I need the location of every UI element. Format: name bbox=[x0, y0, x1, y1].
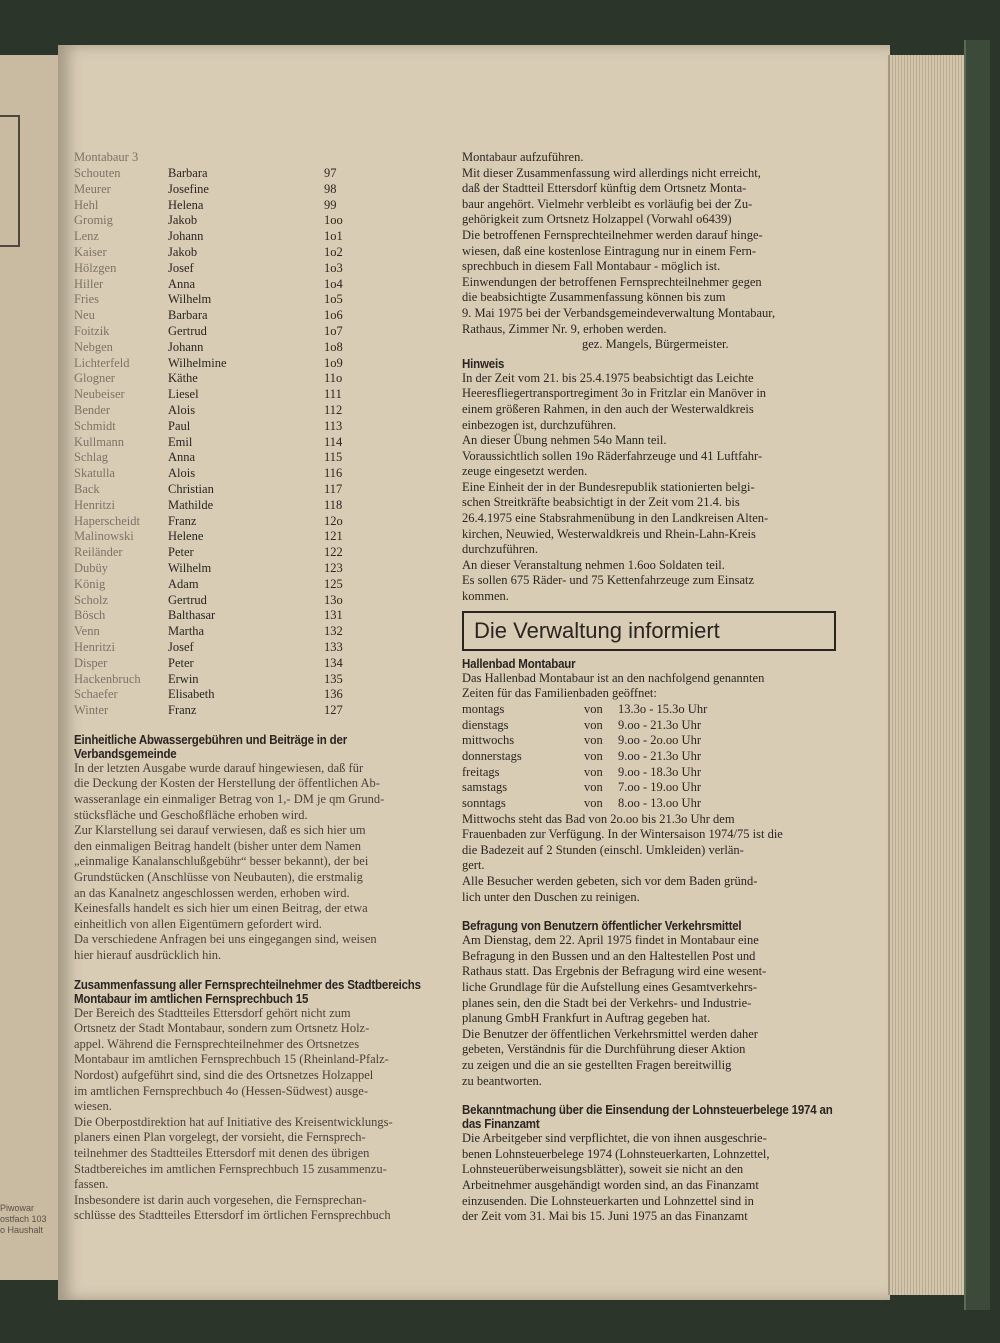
surname: König bbox=[74, 576, 106, 591]
list-item bbox=[74, 687, 454, 703]
first-name: Paul bbox=[168, 418, 191, 433]
first-name: Wilhelm bbox=[168, 292, 212, 307]
text-line: Befragung in den Bussen und an den Haltestellen Post und bbox=[462, 948, 756, 963]
first-name: Martha bbox=[168, 624, 205, 639]
from-label: von bbox=[584, 780, 603, 795]
surname: Haperscheidt bbox=[74, 513, 140, 528]
first-name: Alois bbox=[168, 466, 196, 481]
text-line: Die Benutzer der öffentlichen Verkehrsmittel werden daher bbox=[462, 1026, 758, 1041]
time-range: 9.oo - 18.3o Uhr bbox=[618, 764, 701, 779]
schedule-row bbox=[462, 796, 848, 812]
article-befragung bbox=[462, 919, 848, 1089]
text-line: gebeten, Verständnis für die Durchführung dieser Aktion bbox=[462, 1042, 746, 1057]
list-item bbox=[74, 277, 454, 293]
text-line: kirchen, Neuwied, Westerwaldkreis und Rhein-Lahn-Kreis bbox=[462, 526, 756, 541]
article-heading: Befragung von Benutzern öffentlicher Verkehrsmittel bbox=[462, 919, 742, 934]
entry-number: 136 bbox=[324, 687, 343, 702]
margin-snippet bbox=[0, 1203, 47, 1236]
surname: Glogner bbox=[74, 371, 115, 386]
first-name: Jakob bbox=[168, 213, 198, 228]
list-item bbox=[74, 371, 454, 387]
text-line: Zeiten für das Familienbaden geöffnet: bbox=[462, 686, 657, 701]
surname: Meurer bbox=[74, 181, 111, 196]
entry-number: 1o4 bbox=[324, 276, 343, 291]
article-body bbox=[462, 671, 848, 702]
entry-number: 116 bbox=[324, 466, 343, 481]
list-item bbox=[74, 561, 454, 577]
time-range: 9.oo - 21.3o Uhr bbox=[618, 717, 701, 732]
surname: Kaiser bbox=[74, 244, 107, 259]
text-line: planers einen Plan vorgelegt, der vorsieht, die Fernsprech- bbox=[74, 1130, 366, 1145]
surname: Disper bbox=[74, 655, 108, 670]
time-range: 13.3o - 15.3o Uhr bbox=[618, 701, 708, 716]
list-item bbox=[74, 182, 454, 198]
text-line: Stadtbereiches im amtlichen Fernsprechbuch 15 zusammenzu- bbox=[74, 1161, 387, 1176]
entry-number: 13o bbox=[324, 592, 343, 607]
text-line: Einwendungen der betroffenen Fernsprechteilnehmer gegen bbox=[462, 274, 762, 289]
first-name: Balthasar bbox=[168, 608, 216, 623]
entry-number: 1o7 bbox=[324, 323, 343, 338]
text-line: einheitlich von allen Eigentümern gefordert wird. bbox=[74, 916, 322, 931]
text-line: teilnehmer des Stadtteiles Ettersdorf mit denen des übrigen bbox=[74, 1145, 370, 1160]
entry-number: 1o6 bbox=[324, 308, 343, 323]
entry-number: 118 bbox=[324, 497, 343, 512]
entry-number: 114 bbox=[324, 434, 343, 449]
list-item bbox=[74, 213, 454, 229]
text-line: Die Oberpostdirektion hat auf Initiative des Kreisentwicklungs- bbox=[74, 1114, 393, 1129]
schedule-row bbox=[462, 749, 848, 765]
text-line: 26.4.1975 eine Stabsrahmenübung in den Landkreisen Alten- bbox=[462, 511, 769, 526]
first-name: Josef bbox=[168, 639, 194, 654]
text-line: wiesen, daß eine kostenlose Eintragung nur in einem Fern- bbox=[462, 243, 757, 258]
opening-hours-table bbox=[462, 702, 848, 812]
right-column bbox=[462, 150, 848, 1225]
article-phonebook bbox=[74, 978, 454, 1224]
list-item bbox=[74, 356, 454, 372]
text-line: an das Kanalnetz angeschlossen werden, erhoben wird. bbox=[74, 885, 350, 900]
first-name: Barbara bbox=[168, 308, 208, 323]
surname: Schouten bbox=[74, 166, 121, 180]
continuation-text bbox=[462, 150, 848, 337]
text-line: die Badezeit auf 2 Stunden (einschl. Umkleiden) verlän- bbox=[462, 842, 744, 857]
first-name: Erwin bbox=[168, 671, 199, 686]
text-line: Alle Besucher werden gebeten, sich vor dem Baden gründ- bbox=[462, 874, 758, 888]
first-name: Mathilde bbox=[168, 497, 214, 512]
time-range: 7.oo - 19.oo Uhr bbox=[618, 780, 701, 795]
surname: Hehl bbox=[74, 197, 99, 212]
first-name: Adam bbox=[168, 576, 199, 591]
schedule-row bbox=[462, 765, 848, 781]
article-body bbox=[462, 371, 848, 605]
list-item bbox=[74, 387, 454, 403]
list-item bbox=[74, 498, 454, 514]
text-line: gehörigkeit zum Ortsnetz Holzappel (Vorwahl o6439) bbox=[462, 212, 732, 227]
text-line: schlüsse des Stadtteiles Ettersdorf im örtlichen Fernsprechbuch bbox=[74, 1208, 391, 1223]
surname: Winter bbox=[74, 703, 109, 718]
text-line: benen Lohnsteuerbelege 1974 (Lohnsteuerkarten, Lohnzettel, bbox=[462, 1146, 770, 1161]
first-name: Helene bbox=[168, 529, 204, 544]
text-line: Rathaus statt. Das Ergebnis der Befragung wird eine wesent- bbox=[462, 964, 767, 979]
text-line: Heeresfliegertransportregiment 3o in Fritzlar ein Manöver in bbox=[462, 386, 767, 401]
weekday: donnerstags bbox=[462, 748, 522, 763]
text-line: gert. bbox=[462, 858, 485, 873]
surname: Hiller bbox=[74, 276, 104, 291]
first-name: Emil bbox=[168, 434, 193, 449]
surname: Schaefer bbox=[74, 687, 118, 702]
list-item bbox=[74, 198, 454, 214]
list-item bbox=[74, 435, 454, 451]
article-hallenbad bbox=[462, 657, 848, 906]
subscriber-list bbox=[74, 166, 454, 719]
entry-number: 134 bbox=[324, 655, 343, 670]
list-item bbox=[74, 514, 454, 530]
text-line: Arbeitnehmer ausgehändigt worden sind, an das Finanzamt bbox=[462, 1177, 759, 1192]
surname: Gromig bbox=[74, 213, 113, 228]
weekday: samstags bbox=[462, 780, 508, 795]
text-line: einem größeren Rahmen, in den auch der Westerwaldkreis bbox=[462, 401, 754, 416]
text-line: Voraussichtlich sollen 19o Räderfahrzeuge und 41 Luftfahr- bbox=[462, 448, 763, 463]
article-heading: Zusammenfassung aller Fernsprechteilnehmer des Stadtbereichs Montabaur im amtlichen Fernsprechbuch 15 bbox=[74, 977, 421, 1006]
first-name: Johann bbox=[168, 339, 204, 354]
surname: Reiländer bbox=[74, 545, 123, 560]
text-line: Der Bereich des Stadtteiles Ettersdorf gehört nicht zum bbox=[74, 1005, 351, 1020]
article-body bbox=[462, 933, 848, 1089]
article-body bbox=[74, 1006, 454, 1224]
entry-number: 11o bbox=[324, 371, 343, 386]
first-name: Barbara bbox=[168, 166, 208, 180]
time-range: 9.oo - 2o.oo Uhr bbox=[618, 733, 701, 748]
list-item bbox=[74, 450, 454, 466]
surname: Lichterfeld bbox=[74, 355, 130, 370]
entry-number: 123 bbox=[324, 560, 343, 575]
from-label: von bbox=[584, 733, 603, 748]
text-line: fassen. bbox=[74, 1177, 109, 1192]
surname: Venn bbox=[74, 624, 100, 639]
text-line: planes sein, den die Stadt bei der Verkehrs- und Industrie- bbox=[462, 995, 752, 1010]
entry-number: 98 bbox=[324, 181, 337, 196]
snippet-line: Piwowar bbox=[0, 1203, 35, 1213]
entry-number: 133 bbox=[324, 639, 343, 654]
list-item bbox=[74, 577, 454, 593]
surname: Lenz bbox=[74, 229, 99, 244]
text-line: Es sollen 675 Räder- und 75 Kettenfahrzeuge zum Einsatz bbox=[462, 573, 755, 588]
book-cover bbox=[964, 40, 990, 1310]
text-line: Das Hallenbad Montabaur ist an den nachfolgend genannten bbox=[462, 670, 765, 685]
schedule-row bbox=[462, 702, 848, 718]
entry-number: 1oo bbox=[324, 213, 343, 228]
first-name: Josefine bbox=[168, 181, 209, 196]
surname: Kullmann bbox=[74, 434, 124, 449]
weekday: mittwochs bbox=[462, 733, 515, 748]
entry-number: 99 bbox=[324, 197, 337, 212]
surname: Malinowski bbox=[74, 529, 134, 544]
list-item bbox=[74, 324, 454, 340]
schedule-row bbox=[462, 780, 848, 796]
text-line: zu beantworten. bbox=[462, 1073, 542, 1088]
list-item bbox=[74, 245, 454, 261]
entry-number: 113 bbox=[324, 418, 343, 433]
entry-number: 117 bbox=[324, 481, 343, 496]
surname: Bösch bbox=[74, 608, 106, 623]
from-label: von bbox=[584, 717, 603, 732]
first-name: Franz bbox=[168, 513, 197, 528]
weekday: dienstags bbox=[462, 717, 509, 732]
text-line: Eine Einheit der in der Bundesrepublik stationierten belgi- bbox=[462, 479, 755, 494]
text-line: Mittwochs steht das Bad von 2o.oo bis 21.3o Uhr dem bbox=[462, 811, 735, 826]
list-item bbox=[74, 403, 454, 419]
text-line: lich unter den Duschen zu reinigen. bbox=[462, 889, 640, 904]
text-line: stücksfläche und Geschoßfläche erhoben wird. bbox=[74, 807, 308, 822]
first-name: Anna bbox=[168, 450, 196, 465]
from-label: von bbox=[584, 795, 603, 810]
text-line: die Deckung der Kosten der Herstellung der öffentlichen Ab- bbox=[74, 776, 380, 791]
first-name: Gertrud bbox=[168, 592, 207, 607]
schedule-row bbox=[462, 718, 848, 734]
text-line: die beabsichtigte Zusammenfassung können bis zum bbox=[462, 290, 726, 305]
first-name: Helena bbox=[168, 197, 204, 212]
entry-number: 121 bbox=[324, 529, 343, 544]
entry-number: 1o3 bbox=[324, 260, 343, 275]
surname: Back bbox=[74, 481, 100, 496]
first-name: Peter bbox=[168, 545, 194, 560]
text-line: daß der Stadtteil Ettersdorf künftig dem Ortsnetz Monta- bbox=[462, 181, 747, 196]
entry-number: 131 bbox=[324, 608, 343, 623]
text-line: einzusenden. Die Lohnsteuerkarten und Lohnzettel sind in bbox=[462, 1193, 754, 1208]
article-hinweis bbox=[462, 357, 848, 605]
text-line: Die betroffenen Fernsprechteilnehmer werden darauf hinge- bbox=[462, 227, 763, 242]
text-line: kommen. bbox=[462, 589, 509, 604]
article-body bbox=[74, 761, 454, 964]
entry-number: 112 bbox=[324, 402, 343, 417]
weekday: freitags bbox=[462, 764, 500, 779]
time-range: 8.oo - 13.oo Uhr bbox=[618, 795, 701, 810]
from-label: von bbox=[584, 764, 603, 779]
text-line: sprechbuch in diesem Fall Montabaur - möglich ist. bbox=[462, 259, 721, 274]
from-label: von bbox=[584, 748, 603, 763]
text-line: schen Streitkräfte beabsichtigt in der Zeit vom 21.4. bis bbox=[462, 495, 740, 510]
list-item bbox=[74, 419, 454, 435]
section-banner: Die Verwaltung informiert bbox=[462, 611, 836, 651]
first-name: Gertrud bbox=[168, 323, 207, 338]
text-line: Insbesondere ist darin auch vorgesehen, die Fernsprechan- bbox=[74, 1192, 367, 1207]
text-line: Mit dieser Zusammenfassung wird allerdings nicht erreicht, bbox=[462, 165, 761, 180]
list-item bbox=[74, 593, 454, 609]
text-line: Grundstücken (Anschlüsse von Neubauten), die erstmalig bbox=[74, 870, 363, 885]
article-heading: Einheitliche Abwassergebühren und Beiträge in der Verbandsgemeinde bbox=[74, 732, 348, 761]
first-name: Christian bbox=[168, 481, 214, 496]
first-name: Käthe bbox=[168, 371, 198, 386]
text-line: appel. Während die Fernsprechteilnehmer des Ortsnetzes bbox=[74, 1036, 360, 1051]
text-line: Frauenbaden zur Verfügung. In der Wintersaison 1974/75 ist die bbox=[462, 827, 783, 842]
text-line: zu zeigen und die an sie gestellten Fragen bereitwillig bbox=[462, 1057, 732, 1072]
article-lohnsteuer bbox=[462, 1103, 848, 1225]
entry-number: 111 bbox=[324, 387, 342, 402]
from-label: von bbox=[584, 701, 603, 716]
text-line: den einmaligen Beitrag handelt (bisher unter dem Namen bbox=[74, 838, 362, 853]
surname: Bender bbox=[74, 402, 111, 417]
text-line: Zur Klarstellung sei darauf verwiesen, daß es sich hier um bbox=[74, 823, 366, 838]
snippet-line: ostfach 103 bbox=[0, 1214, 47, 1224]
text-line: Lohnsteuerüberweisungsblätter), soweit sie nicht an den bbox=[462, 1162, 744, 1177]
surname: Dubüy bbox=[74, 560, 109, 575]
list-item bbox=[74, 292, 454, 308]
signature: gez. Mangels, Bürgermeister. bbox=[582, 337, 729, 352]
first-name: Johann bbox=[168, 229, 204, 244]
article-heading: Hinweis bbox=[462, 356, 505, 371]
entry-number: 1o8 bbox=[324, 339, 343, 354]
list-item bbox=[74, 608, 454, 624]
entry-number: 1o1 bbox=[324, 229, 343, 244]
list-item bbox=[74, 466, 454, 482]
text-line: In der letzten Ausgabe wurde darauf hingewiesen, daß für bbox=[74, 760, 364, 775]
text-line: Die Arbeitgeber sind verpflichtet, die von ihnen ausgeschrie- bbox=[462, 1131, 767, 1146]
surname: Henritzi bbox=[74, 497, 115, 512]
list-item bbox=[74, 529, 454, 545]
surname: Hackenbruch bbox=[74, 671, 141, 686]
entry-number: 1o5 bbox=[324, 292, 343, 307]
list-item bbox=[74, 545, 454, 561]
page-frame-fragment bbox=[0, 115, 20, 247]
surname: Nebgen bbox=[74, 339, 113, 354]
text-line: wiesen. bbox=[74, 1099, 112, 1114]
text-line: Rathaus, Zimmer Nr. 9, erhoben werden. bbox=[462, 321, 667, 336]
first-name: Liesel bbox=[168, 387, 199, 402]
previous-page-edge bbox=[0, 55, 61, 1280]
list-item bbox=[74, 672, 454, 688]
list-header: Montabaur 3 bbox=[74, 150, 139, 164]
book-page-edges bbox=[888, 55, 968, 1295]
schedule-row bbox=[462, 733, 848, 749]
entry-number: 97 bbox=[324, 166, 337, 180]
first-name: Anna bbox=[168, 276, 196, 291]
first-name: Josef bbox=[168, 260, 194, 275]
list-item bbox=[74, 703, 454, 719]
surname: Neu bbox=[74, 308, 95, 323]
text-line: liche Grundlage für die Aufstellung eines Gesamtverkehrs- bbox=[462, 979, 758, 994]
text-line: Montabaur aufzuführen. bbox=[462, 150, 584, 164]
snippet-line: o Haushalt bbox=[0, 1225, 44, 1235]
text-line: Keinesfalls handelt es sich hier um einen Beitrag, der etwa bbox=[74, 901, 368, 916]
time-range: 9.oo - 21.3o Uhr bbox=[618, 748, 701, 763]
surname: Henritzi bbox=[74, 639, 115, 654]
text-line: wasseranlage ein einmaliger Betrag von 1,- DM je qm Grund- bbox=[74, 792, 385, 807]
text-line: Da verschiedene Anfragen bei uns eingegangen sind, weisen bbox=[74, 932, 377, 947]
text-line: hier hierauf ausdrücklich hin. bbox=[74, 948, 222, 963]
text-line: baur angehört. Vielmehr verbleibt es vorläufig bei der Zu- bbox=[462, 196, 753, 211]
weekday: montags bbox=[462, 701, 505, 716]
surname: Fries bbox=[74, 292, 99, 307]
text-line: durchzuführen. bbox=[462, 542, 539, 557]
text-line: 9. Mai 1975 bei der Verbandsgemeindeverwaltung Montabaur, bbox=[462, 305, 776, 320]
article-heading: Hallenbad Montabaur bbox=[462, 656, 576, 671]
text-line: Montabaur im amtlichen Fernsprechbuch 15 (Rheinland-Pfalz- bbox=[74, 1052, 389, 1067]
article-body bbox=[462, 812, 848, 906]
entry-number: 1o2 bbox=[324, 244, 343, 259]
list-item bbox=[74, 340, 454, 356]
list-item bbox=[74, 482, 454, 498]
surname: Scholz bbox=[74, 592, 109, 607]
surname: Skatulla bbox=[74, 466, 115, 481]
first-name: Franz bbox=[168, 703, 197, 718]
surname: Schlag bbox=[74, 450, 109, 465]
weekday: sonntags bbox=[462, 795, 506, 810]
text-line: zeuge eingesetzt werden. bbox=[462, 464, 588, 479]
surname: Neubeiser bbox=[74, 387, 125, 402]
list-item bbox=[74, 308, 454, 324]
list-item bbox=[74, 624, 454, 640]
first-name: Elisabeth bbox=[168, 687, 215, 702]
text-line: In der Zeit vom 21. bis 25.4.1975 beabsichtigt das Leichte bbox=[462, 370, 754, 385]
surname: Schmidt bbox=[74, 418, 116, 433]
first-name: Alois bbox=[168, 402, 196, 417]
first-name: Jakob bbox=[168, 244, 198, 259]
surname: Foitzik bbox=[74, 323, 110, 338]
article-heading: Bekanntmachung über die Einsendung der Lohnsteuerbelege 1974 an das Finanzamt bbox=[462, 1103, 833, 1132]
list-item bbox=[74, 640, 454, 656]
entry-number: 125 bbox=[324, 576, 343, 591]
text-line: der Zeit vom 31. Mai bis 15. Juni 1975 an das Finanzamt bbox=[462, 1209, 748, 1224]
entry-number: 132 bbox=[324, 624, 343, 639]
text-line: „einmalige Kanalanschlußgebühr“ besser bekannt), der bei bbox=[74, 854, 369, 869]
surname: Hölzgen bbox=[74, 260, 117, 275]
text-line: Ortsnetz der Stadt Montabaur, sondern zum Ortsnetz Holz- bbox=[74, 1021, 370, 1036]
list-item bbox=[74, 261, 454, 277]
article-fees bbox=[74, 733, 454, 964]
text-line: im amtlichen Fernsprechbuch 4o (Hessen-Südwest) ausge- bbox=[74, 1083, 369, 1098]
first-name: Wilhelmine bbox=[168, 355, 227, 370]
list-item bbox=[74, 656, 454, 672]
first-name: Peter bbox=[168, 655, 194, 670]
list-item bbox=[74, 229, 454, 245]
text-line: An dieser Übung nehmen 54o Mann teil. bbox=[462, 433, 667, 448]
article-body bbox=[462, 1131, 848, 1225]
entry-number: 115 bbox=[324, 450, 343, 465]
entry-number: 12o bbox=[324, 513, 343, 528]
text-line: An dieser Veranstaltung nehmen 1.6oo Soldaten teil. bbox=[462, 557, 725, 572]
entry-number: 135 bbox=[324, 671, 343, 686]
entry-number: 122 bbox=[324, 545, 343, 560]
list-item bbox=[74, 166, 454, 182]
text-line: Nordost) aufgeführt sind, sind die des Ortsnetzes Holzappel bbox=[74, 1067, 374, 1082]
text-line: planung GmbH Frankfurt in Auftrag gegeben hat. bbox=[462, 1011, 711, 1026]
text-line: Am Dienstag, dem 22. April 1975 findet in Montabaur eine bbox=[462, 933, 759, 948]
entry-number: 1o9 bbox=[324, 355, 343, 370]
entry-number: 127 bbox=[324, 703, 343, 718]
first-name: Wilhelm bbox=[168, 560, 212, 575]
left-column bbox=[74, 150, 454, 1224]
text-line: einbezogen ist, durchzuführen. bbox=[462, 417, 617, 432]
